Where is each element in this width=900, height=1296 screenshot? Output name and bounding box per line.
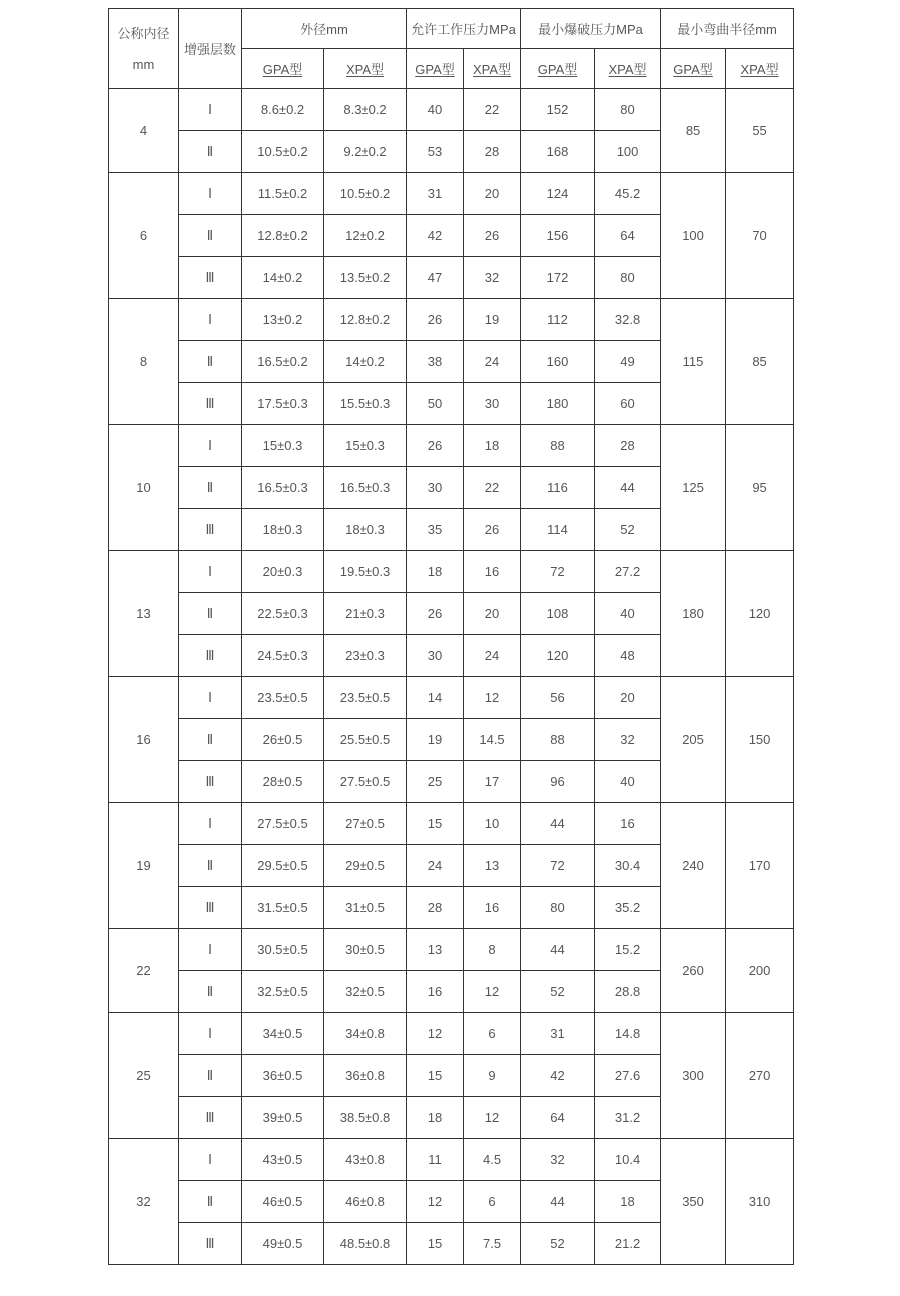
layers-cell: Ⅲ <box>179 635 242 677</box>
od-gpa-cell: 49±0.5 <box>242 1223 324 1265</box>
header-wp-group: 允许工作压力MPa <box>407 9 521 49</box>
wp-xpa-cell: 6 <box>464 1013 521 1055</box>
wp-xpa-cell: 12 <box>464 1097 521 1139</box>
nominal-id-cell: 13 <box>109 551 179 677</box>
wp-xpa-cell: 4.5 <box>464 1139 521 1181</box>
bp-gpa-cell: 44 <box>521 803 595 845</box>
wp-gpa-cell: 14 <box>407 677 464 719</box>
bp-gpa-cell: 124 <box>521 173 595 215</box>
od-gpa-cell: 24.5±0.3 <box>242 635 324 677</box>
header-bp-group: 最小爆破压力MPa <box>521 9 661 49</box>
od-gpa-cell: 13±0.2 <box>242 299 324 341</box>
wp-gpa-cell: 25 <box>407 761 464 803</box>
bend-xpa-cell: 85 <box>726 299 794 425</box>
layers-cell: Ⅲ <box>179 761 242 803</box>
od-gpa-cell: 26±0.5 <box>242 719 324 761</box>
header-od-xpa: XPA型 <box>324 49 407 89</box>
layers-cell: Ⅱ <box>179 719 242 761</box>
wp-xpa-cell: 26 <box>464 509 521 551</box>
wp-xpa-cell: 14.5 <box>464 719 521 761</box>
bend-xpa-cell: 95 <box>726 425 794 551</box>
od-gpa-cell: 34±0.5 <box>242 1013 324 1055</box>
layers-cell: Ⅲ <box>179 1097 242 1139</box>
bp-gpa-cell: 120 <box>521 635 595 677</box>
od-xpa-cell: 29±0.5 <box>324 845 407 887</box>
nominal-id-cell: 4 <box>109 89 179 173</box>
bend-xpa-cell: 200 <box>726 929 794 1013</box>
bp-xpa-cell: 100 <box>595 131 661 173</box>
od-gpa-cell: 30.5±0.5 <box>242 929 324 971</box>
wp-gpa-cell: 11 <box>407 1139 464 1181</box>
od-xpa-cell: 15±0.3 <box>324 425 407 467</box>
od-gpa-cell: 32.5±0.5 <box>242 971 324 1013</box>
header-br-group: 最小弯曲半径mm <box>661 9 794 49</box>
nominal-id-cell: 19 <box>109 803 179 929</box>
bp-gpa-cell: 64 <box>521 1097 595 1139</box>
od-xpa-cell: 14±0.2 <box>324 341 407 383</box>
wp-gpa-cell: 30 <box>407 467 464 509</box>
od-xpa-cell: 23±0.3 <box>324 635 407 677</box>
bend-gpa-cell: 260 <box>661 929 726 1013</box>
wp-xpa-cell: 32 <box>464 257 521 299</box>
od-gpa-cell: 20±0.3 <box>242 551 324 593</box>
bend-gpa-cell: 300 <box>661 1013 726 1139</box>
wp-xpa-cell: 10 <box>464 803 521 845</box>
bp-gpa-cell: 160 <box>521 341 595 383</box>
table-row <box>109 929 794 971</box>
wp-xpa-cell: 16 <box>464 551 521 593</box>
header-od-group: 外径mm <box>242 9 407 49</box>
layers-cell: Ⅱ <box>179 341 242 383</box>
bp-gpa-cell: 112 <box>521 299 595 341</box>
wp-gpa-cell: 26 <box>407 299 464 341</box>
wp-gpa-cell: 15 <box>407 1055 464 1097</box>
layers-cell: Ⅲ <box>179 509 242 551</box>
layers-cell: Ⅱ <box>179 593 242 635</box>
bp-gpa-cell: 96 <box>521 761 595 803</box>
od-gpa-cell: 46±0.5 <box>242 1181 324 1223</box>
layers-cell: Ⅰ <box>179 677 242 719</box>
bp-xpa-cell: 20 <box>595 677 661 719</box>
wp-gpa-cell: 26 <box>407 425 464 467</box>
layers-cell: Ⅱ <box>179 971 242 1013</box>
nominal-id-cell: 6 <box>109 173 179 299</box>
bp-xpa-cell: 49 <box>595 341 661 383</box>
od-xpa-cell: 34±0.8 <box>324 1013 407 1055</box>
table-row <box>109 425 794 467</box>
wp-xpa-cell: 7.5 <box>464 1223 521 1265</box>
wp-gpa-cell: 38 <box>407 341 464 383</box>
od-xpa-cell: 10.5±0.2 <box>324 173 407 215</box>
wp-xpa-cell: 13 <box>464 845 521 887</box>
hose-spec-table <box>108 8 794 1265</box>
od-xpa-cell: 12.8±0.2 <box>324 299 407 341</box>
bend-gpa-cell: 115 <box>661 299 726 425</box>
table-row <box>109 1013 794 1055</box>
wp-xpa-cell: 26 <box>464 215 521 257</box>
layers-cell: Ⅰ <box>179 173 242 215</box>
bp-xpa-cell: 44 <box>595 467 661 509</box>
bp-xpa-cell: 10.4 <box>595 1139 661 1181</box>
table-row <box>109 89 794 131</box>
bp-xpa-cell: 28 <box>595 425 661 467</box>
bp-xpa-cell: 30.4 <box>595 845 661 887</box>
layers-cell: Ⅰ <box>179 1013 242 1055</box>
od-gpa-cell: 8.6±0.2 <box>242 89 324 131</box>
layers-cell: Ⅰ <box>179 1139 242 1181</box>
od-gpa-cell: 29.5±0.5 <box>242 845 324 887</box>
bp-xpa-cell: 18 <box>595 1181 661 1223</box>
wp-gpa-cell: 12 <box>407 1013 464 1055</box>
od-gpa-cell: 36±0.5 <box>242 1055 324 1097</box>
od-xpa-cell: 18±0.3 <box>324 509 407 551</box>
od-xpa-cell: 30±0.5 <box>324 929 407 971</box>
bp-xpa-cell: 60 <box>595 383 661 425</box>
layers-cell: Ⅱ <box>179 1181 242 1223</box>
od-xpa-cell: 38.5±0.8 <box>324 1097 407 1139</box>
bp-gpa-cell: 52 <box>521 971 595 1013</box>
bend-xpa-cell: 170 <box>726 803 794 929</box>
nominal-id-cell: 22 <box>109 929 179 1013</box>
layers-cell: Ⅱ <box>179 467 242 509</box>
bp-xpa-cell: 16 <box>595 803 661 845</box>
bp-xpa-cell: 31.2 <box>595 1097 661 1139</box>
spec-table-body <box>109 89 794 1265</box>
header-br-xpa: XPA型 <box>726 49 794 89</box>
wp-gpa-cell: 53 <box>407 131 464 173</box>
layers-cell: Ⅲ <box>179 887 242 929</box>
bend-gpa-cell: 100 <box>661 173 726 299</box>
od-xpa-cell: 32±0.5 <box>324 971 407 1013</box>
wp-gpa-cell: 47 <box>407 257 464 299</box>
wp-gpa-cell: 18 <box>407 551 464 593</box>
header-od-gpa: GPA型 <box>242 49 324 89</box>
od-xpa-cell: 9.2±0.2 <box>324 131 407 173</box>
od-gpa-cell: 23.5±0.5 <box>242 677 324 719</box>
bp-xpa-cell: 27.2 <box>595 551 661 593</box>
layers-cell: Ⅰ <box>179 551 242 593</box>
header-nominal-id-line1: 公称内径 <box>117 25 170 41</box>
header-nominal-id-unit: mm <box>132 56 155 72</box>
bp-gpa-cell: 32 <box>521 1139 595 1181</box>
wp-xpa-cell: 17 <box>464 761 521 803</box>
od-xpa-cell: 13.5±0.2 <box>324 257 407 299</box>
header-nominal-id <box>109 9 179 89</box>
bp-xpa-cell: 40 <box>595 761 661 803</box>
od-gpa-cell: 39±0.5 <box>242 1097 324 1139</box>
bend-xpa-cell: 150 <box>726 677 794 803</box>
bp-gpa-cell: 88 <box>521 425 595 467</box>
bp-gpa-cell: 44 <box>521 929 595 971</box>
wp-xpa-cell: 24 <box>464 341 521 383</box>
bp-gpa-cell: 172 <box>521 257 595 299</box>
bp-gpa-cell: 108 <box>521 593 595 635</box>
od-xpa-cell: 46±0.8 <box>324 1181 407 1223</box>
table-row <box>109 803 794 845</box>
od-xpa-cell: 8.3±0.2 <box>324 89 407 131</box>
wp-gpa-cell: 19 <box>407 719 464 761</box>
bp-gpa-cell: 56 <box>521 677 595 719</box>
wp-xpa-cell: 8 <box>464 929 521 971</box>
wp-gpa-cell: 28 <box>407 887 464 929</box>
layers-cell: Ⅲ <box>179 1223 242 1265</box>
wp-xpa-cell: 18 <box>464 425 521 467</box>
wp-xpa-cell: 12 <box>464 971 521 1013</box>
bend-gpa-cell: 205 <box>661 677 726 803</box>
nominal-id-cell: 10 <box>109 425 179 551</box>
layers-cell: Ⅱ <box>179 1055 242 1097</box>
bend-xpa-cell: 120 <box>726 551 794 677</box>
od-xpa-cell: 15.5±0.3 <box>324 383 407 425</box>
header-wp-xpa: XPA型 <box>464 49 521 89</box>
bp-xpa-cell: 15.2 <box>595 929 661 971</box>
wp-gpa-cell: 40 <box>407 89 464 131</box>
od-gpa-cell: 22.5±0.3 <box>242 593 324 635</box>
od-gpa-cell: 16.5±0.3 <box>242 467 324 509</box>
bp-gpa-cell: 152 <box>521 89 595 131</box>
wp-gpa-cell: 16 <box>407 971 464 1013</box>
wp-xpa-cell: 22 <box>464 89 521 131</box>
layers-cell: Ⅱ <box>179 845 242 887</box>
bp-xpa-cell: 32.8 <box>595 299 661 341</box>
layers-cell: Ⅱ <box>179 131 242 173</box>
wp-xpa-cell: 12 <box>464 677 521 719</box>
bp-gpa-cell: 72 <box>521 845 595 887</box>
bend-xpa-cell: 55 <box>726 89 794 173</box>
header-row-groups <box>109 9 794 49</box>
wp-gpa-cell: 18 <box>407 1097 464 1139</box>
bp-gpa-cell: 72 <box>521 551 595 593</box>
layers-cell: Ⅰ <box>179 929 242 971</box>
bp-xpa-cell: 48 <box>595 635 661 677</box>
wp-gpa-cell: 15 <box>407 1223 464 1265</box>
wp-xpa-cell: 24 <box>464 635 521 677</box>
table-row <box>109 299 794 341</box>
bp-xpa-cell: 27.6 <box>595 1055 661 1097</box>
spec-table-header <box>109 9 794 89</box>
od-gpa-cell: 10.5±0.2 <box>242 131 324 173</box>
od-gpa-cell: 28±0.5 <box>242 761 324 803</box>
od-xpa-cell: 12±0.2 <box>324 215 407 257</box>
bp-xpa-cell: 45.2 <box>595 173 661 215</box>
bp-xpa-cell: 21.2 <box>595 1223 661 1265</box>
wp-xpa-cell: 9 <box>464 1055 521 1097</box>
od-xpa-cell: 31±0.5 <box>324 887 407 929</box>
nominal-id-cell: 32 <box>109 1139 179 1265</box>
bend-xpa-cell: 70 <box>726 173 794 299</box>
wp-gpa-cell: 15 <box>407 803 464 845</box>
bp-gpa-cell: 80 <box>521 887 595 929</box>
layers-cell: Ⅰ <box>179 89 242 131</box>
od-xpa-cell: 16.5±0.3 <box>324 467 407 509</box>
bp-gpa-cell: 31 <box>521 1013 595 1055</box>
bp-xpa-cell: 28.8 <box>595 971 661 1013</box>
wp-gpa-cell: 31 <box>407 173 464 215</box>
wp-xpa-cell: 6 <box>464 1181 521 1223</box>
bp-gpa-cell: 156 <box>521 215 595 257</box>
wp-gpa-cell: 24 <box>407 845 464 887</box>
wp-gpa-cell: 30 <box>407 635 464 677</box>
bp-gpa-cell: 114 <box>521 509 595 551</box>
layers-cell: Ⅲ <box>179 383 242 425</box>
od-gpa-cell: 18±0.3 <box>242 509 324 551</box>
table-row <box>109 1139 794 1181</box>
wp-xpa-cell: 28 <box>464 131 521 173</box>
wp-xpa-cell: 19 <box>464 299 521 341</box>
od-gpa-cell: 14±0.2 <box>242 257 324 299</box>
od-xpa-cell: 48.5±0.8 <box>324 1223 407 1265</box>
bp-gpa-cell: 44 <box>521 1181 595 1223</box>
header-br-gpa: GPA型 <box>661 49 726 89</box>
od-gpa-cell: 15±0.3 <box>242 425 324 467</box>
od-gpa-cell: 16.5±0.2 <box>242 341 324 383</box>
bp-xpa-cell: 35.2 <box>595 887 661 929</box>
od-gpa-cell: 11.5±0.2 <box>242 173 324 215</box>
od-xpa-cell: 19.5±0.3 <box>324 551 407 593</box>
od-gpa-cell: 27.5±0.5 <box>242 803 324 845</box>
wp-gpa-cell: 26 <box>407 593 464 635</box>
bp-xpa-cell: 64 <box>595 215 661 257</box>
bp-gpa-cell: 42 <box>521 1055 595 1097</box>
wp-xpa-cell: 16 <box>464 887 521 929</box>
layers-cell: Ⅰ <box>179 425 242 467</box>
bend-xpa-cell: 270 <box>726 1013 794 1139</box>
layers-cell: Ⅰ <box>179 299 242 341</box>
od-xpa-cell: 27.5±0.5 <box>324 761 407 803</box>
layers-cell: Ⅲ <box>179 257 242 299</box>
table-row <box>109 677 794 719</box>
od-gpa-cell: 12.8±0.2 <box>242 215 324 257</box>
wp-gpa-cell: 50 <box>407 383 464 425</box>
header-wp-gpa: GPA型 <box>407 49 464 89</box>
nominal-id-cell: 25 <box>109 1013 179 1139</box>
wp-xpa-cell: 20 <box>464 593 521 635</box>
nominal-id-cell: 8 <box>109 299 179 425</box>
bend-gpa-cell: 180 <box>661 551 726 677</box>
header-bp-xpa: XPA型 <box>595 49 661 89</box>
nominal-id-cell: 16 <box>109 677 179 803</box>
bend-gpa-cell: 350 <box>661 1139 726 1265</box>
bp-gpa-cell: 180 <box>521 383 595 425</box>
wp-gpa-cell: 13 <box>407 929 464 971</box>
wp-xpa-cell: 22 <box>464 467 521 509</box>
bend-gpa-cell: 85 <box>661 89 726 173</box>
header-layers: 增强层数 <box>179 9 242 89</box>
wp-gpa-cell: 12 <box>407 1181 464 1223</box>
bend-gpa-cell: 240 <box>661 803 726 929</box>
bp-xpa-cell: 80 <box>595 89 661 131</box>
od-gpa-cell: 31.5±0.5 <box>242 887 324 929</box>
bp-xpa-cell: 80 <box>595 257 661 299</box>
table-row <box>109 551 794 593</box>
layers-cell: Ⅱ <box>179 215 242 257</box>
od-xpa-cell: 21±0.3 <box>324 593 407 635</box>
od-xpa-cell: 23.5±0.5 <box>324 677 407 719</box>
wp-xpa-cell: 20 <box>464 173 521 215</box>
bend-gpa-cell: 125 <box>661 425 726 551</box>
bp-xpa-cell: 40 <box>595 593 661 635</box>
wp-gpa-cell: 35 <box>407 509 464 551</box>
od-gpa-cell: 17.5±0.3 <box>242 383 324 425</box>
bp-gpa-cell: 52 <box>521 1223 595 1265</box>
bp-xpa-cell: 32 <box>595 719 661 761</box>
bp-xpa-cell: 52 <box>595 509 661 551</box>
bp-xpa-cell: 14.8 <box>595 1013 661 1055</box>
wp-gpa-cell: 42 <box>407 215 464 257</box>
bp-gpa-cell: 88 <box>521 719 595 761</box>
wp-xpa-cell: 30 <box>464 383 521 425</box>
od-xpa-cell: 25.5±0.5 <box>324 719 407 761</box>
bp-gpa-cell: 168 <box>521 131 595 173</box>
od-xpa-cell: 36±0.8 <box>324 1055 407 1097</box>
bend-xpa-cell: 310 <box>726 1139 794 1265</box>
table-row <box>109 173 794 215</box>
bp-gpa-cell: 116 <box>521 467 595 509</box>
od-gpa-cell: 43±0.5 <box>242 1139 324 1181</box>
header-bp-gpa: GPA型 <box>521 49 595 89</box>
od-xpa-cell: 43±0.8 <box>324 1139 407 1181</box>
layers-cell: Ⅰ <box>179 803 242 845</box>
od-xpa-cell: 27±0.5 <box>324 803 407 845</box>
